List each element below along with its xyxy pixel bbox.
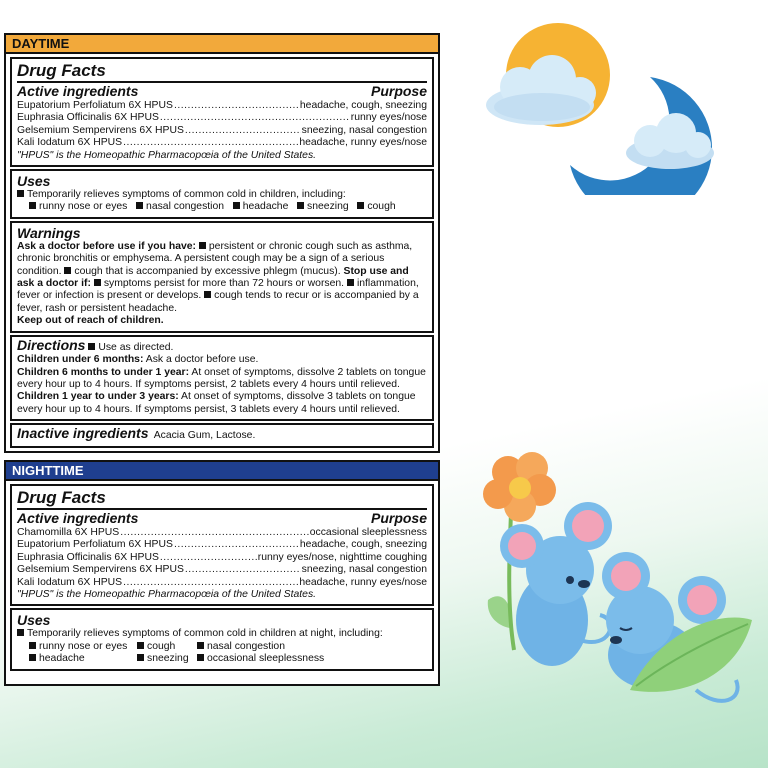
- daytime-active-section: [10, 57, 434, 167]
- nighttime-band: NIGHTTIME: [6, 462, 438, 481]
- hpus-note: "HPUS" is the Homeopathic Pharmacopœia of the United States.: [17, 149, 317, 161]
- directions-heading: Directions: [17, 336, 86, 353]
- daytime-directions-section: Directions Use as directed. Children under 6 months: Ask a doctor before use. Children 6 months to under 1 year: At onset of symptoms, dissolve 2 tablets on tongue every hour up to 4 hours. If symptoms persist, 2 tablets every 4 hours until relieved. Children 1 year to under 3 years: At onset of symptoms, dissolve 3 tablets on tongue every hour up to 4 hours. If symptoms persist, 3 tablets every 4 hours until relieved.: [10, 335, 434, 421]
- bullet-icon: [17, 190, 24, 197]
- use-item: runny nose or eyes: [39, 640, 128, 652]
- use-item: headache: [242, 201, 289, 213]
- bullet-icon: [357, 202, 364, 209]
- bullet-icon: [197, 642, 204, 649]
- nighttime-uses-heading: Uses: [17, 612, 51, 629]
- uses-intro: Temporarily relieves symptoms of common cold in children at night, including:: [27, 628, 383, 640]
- daytime-panel: [4, 33, 440, 453]
- bullet-icon: [137, 642, 144, 649]
- inactive-heading: Inactive ingredients: [17, 425, 149, 442]
- bullet-icon: [297, 202, 304, 209]
- daytime-active-heading: Active ingredients: [17, 83, 139, 99]
- bullet-icon: [64, 267, 71, 274]
- inactive-text: Acacia Gum, Lactose.: [153, 430, 256, 442]
- nighttime-drug-facts-title: Drug Facts: [17, 488, 427, 510]
- nighttime-uses-section: [10, 608, 434, 670]
- use-item: nasal congestion: [207, 640, 285, 652]
- daytime-warnings-section: [10, 221, 434, 333]
- bullet-icon: [29, 642, 36, 649]
- use-item: occasional sleeplessness: [207, 653, 325, 665]
- bullet-icon: [29, 202, 36, 209]
- bullet-icon: [29, 654, 36, 661]
- daytime-inactive-section: [10, 423, 434, 447]
- leaf-icon: [488, 596, 511, 628]
- ingredient-row: Kali Iodatum 6X HPUS ..... headache, runny eyes/nose: [17, 137, 427, 149]
- bullet-icon: [88, 343, 95, 350]
- mice-illustration: [470, 450, 760, 735]
- bullet-icon: [94, 279, 101, 286]
- use-item: sneezing: [307, 201, 349, 213]
- bullet-icon: [199, 242, 206, 249]
- daytime-band: DAYTIME: [6, 35, 438, 54]
- bullet-icon: [233, 202, 240, 209]
- bullet-icon: [17, 629, 24, 636]
- daytime-uses-section: [10, 169, 434, 219]
- nighttime-panel: [4, 460, 440, 686]
- use-item: cough: [367, 201, 396, 213]
- daytime-drug-facts-title: Drug Facts: [17, 61, 427, 83]
- keep-out-warning: Keep out of reach of children.: [17, 315, 164, 327]
- nighttime-active-section: [10, 484, 434, 606]
- daytime-purpose-heading: Purpose: [370, 83, 427, 99]
- bullet-icon: [137, 654, 144, 661]
- use-item: sneezing: [147, 653, 189, 665]
- mouse-illustration: [500, 502, 612, 666]
- ingredient-row: Eupatorium Perfoliatum 6X HPUS ..... headache, cough, sneezing: [17, 100, 427, 112]
- ingredient-row: Euphrasia Officinalis 6X HPUS ..... runny eyes/nose, nighttime coughing: [17, 552, 427, 564]
- bullet-icon: [197, 654, 204, 661]
- hpus-note: "HPUS" is the Homeopathic Pharmacopœia of the United States.: [17, 589, 317, 601]
- ingredient-row: Chamomilla 6X HPUS ..... occasional sleeplessness: [17, 527, 427, 539]
- nighttime-active-heading: Active ingredients: [17, 510, 139, 526]
- use-item: runny nose or eyes: [39, 201, 128, 213]
- ingredient-row: Euphrasia Officinalis 6X HPUS ..... runny eyes/nose: [17, 112, 427, 124]
- warnings-heading: Warnings: [17, 224, 81, 241]
- sun-moon-illustration: [480, 15, 720, 195]
- warnings-text: Ask a doctor before use if you have: persistent or chronic cough such as asthma, chronic bronchitis or emphysema. A persistent cough may be a sign of a serious condition. cough that is accompanied by excessive phlegm (mucus). Stop use and ask a doctor if: symptoms persist for more than 72 hours or worsen. inflammation, fever or infection is present or develops. cough tends to recur or is accompanied by a fever, rash or persistent headache.: [17, 240, 419, 314]
- nighttime-purpose-heading: Purpose: [370, 510, 427, 526]
- use-item: nasal congestion: [146, 201, 225, 213]
- ingredient-row: Kali Iodatum 6X HPUS ..... headache, runny eyes/nose: [17, 577, 427, 589]
- daytime-uses-heading: Uses: [17, 173, 51, 190]
- uses-intro: Temporarily relieves symptoms of common cold in children, including:: [27, 189, 346, 201]
- ingredient-row: Eupatorium Perfoliatum 6X HPUS ..... headache, cough, sneezing: [17, 539, 427, 551]
- ingredient-row: Gelsemium Sempervirens 6X HPUS ..... sneezing, nasal congestion: [17, 564, 427, 576]
- bullet-icon: [204, 291, 211, 298]
- ingredient-row: Gelsemium Sempervirens 6X HPUS ..... sneezing, nasal congestion: [17, 125, 427, 137]
- use-item: headache: [39, 653, 85, 665]
- bullet-icon: [347, 279, 354, 286]
- use-item: cough: [147, 640, 176, 652]
- bullet-icon: [136, 202, 143, 209]
